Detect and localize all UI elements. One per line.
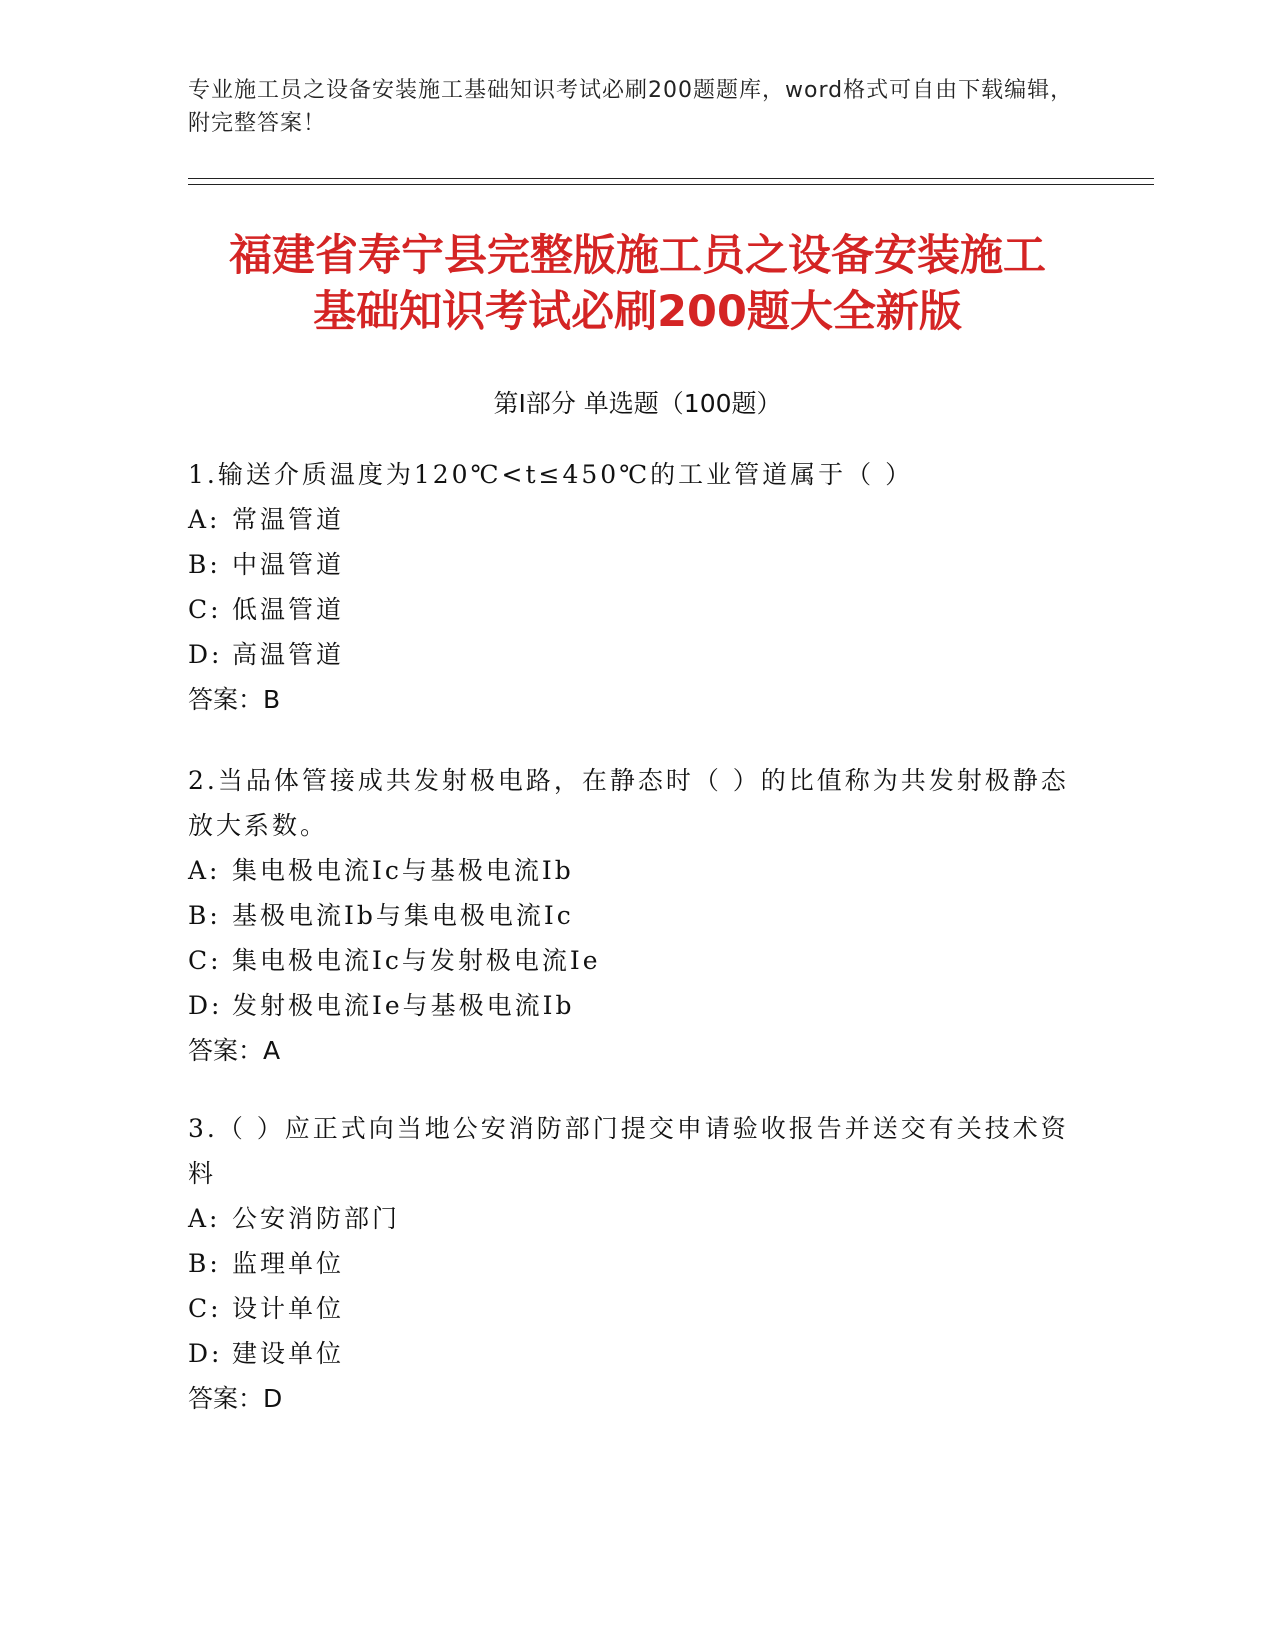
question-2 xyxy=(188,758,1088,1073)
question-stem: 1.输送介质温度为120℃<t≤450℃的工业管道属于（ ） xyxy=(188,460,914,489)
option-label: D: xyxy=(188,640,223,669)
title-line-1: 福建省寿宁县完整版施工员之设备安装施工 xyxy=(229,231,1046,281)
option-a xyxy=(188,497,1088,542)
title-line-2: 基础知识考试必刷200题大全新版 xyxy=(313,287,962,337)
option-label: C: xyxy=(188,595,222,624)
section-title: 第I部分 单选题（100题） xyxy=(493,389,782,418)
option-label: A: xyxy=(188,856,221,885)
option-label: D: xyxy=(188,991,223,1020)
option-c xyxy=(188,587,1088,632)
option-label: B: xyxy=(188,550,221,579)
answer: 答案：A xyxy=(188,1036,281,1065)
option-label: A: xyxy=(188,1204,221,1233)
header-rule-top xyxy=(188,178,1154,179)
document-title xyxy=(120,228,1155,340)
option-text: 集电极电流Ic与基极电流Ib xyxy=(232,856,574,885)
option-label: B: xyxy=(188,1249,221,1278)
option-text: 建设单位 xyxy=(232,1339,345,1368)
option-a xyxy=(188,1196,1088,1241)
option-label: A: xyxy=(188,505,221,534)
answer: 答案：B xyxy=(188,685,281,714)
header-rule-bottom xyxy=(188,184,1154,185)
option-text: 基极电流Ib与集电极电流Ic xyxy=(232,901,574,930)
question-stem: 2.当品体管接成共发射极电路，在静态时（ ）的比值称为共发射极静态放大系数。 xyxy=(188,766,1069,840)
question-stem: 3.（ ）应正式向当地公安消防部门提交申请验收报告并送交有关技术资料 xyxy=(188,1114,1069,1188)
option-text: 监理单位 xyxy=(232,1249,345,1278)
option-label: C: xyxy=(188,1294,222,1323)
option-b xyxy=(188,1241,1088,1286)
option-text: 发射极电流Ie与基极电流Ib xyxy=(232,991,575,1020)
option-label: D: xyxy=(188,1339,223,1368)
option-b xyxy=(188,893,1088,938)
option-text: 常温管道 xyxy=(232,505,345,534)
option-text: 低温管道 xyxy=(232,595,345,624)
option-c xyxy=(188,938,1088,983)
question-3 xyxy=(188,1106,1088,1421)
header-note: 专业施工员之设备安装施工基础知识考试必刷200题题库，word格式可自由下载编辑，附完整答案！ xyxy=(188,78,1074,136)
option-c xyxy=(188,1286,1088,1331)
option-text: 高温管道 xyxy=(232,640,345,669)
option-text: 公安消防部门 xyxy=(232,1204,401,1233)
question-1 xyxy=(188,452,1088,722)
option-d xyxy=(188,1331,1088,1376)
option-label: C: xyxy=(188,946,222,975)
option-text: 集电极电流Ic与发射极电流Ie xyxy=(232,946,601,975)
option-text: 设计单位 xyxy=(232,1294,345,1323)
option-b xyxy=(188,542,1088,587)
answer: 答案：D xyxy=(188,1384,283,1413)
option-label: B: xyxy=(188,901,221,930)
option-d xyxy=(188,632,1088,677)
option-text: 中温管道 xyxy=(232,550,345,579)
option-d xyxy=(188,983,1088,1028)
option-a xyxy=(188,848,1088,893)
